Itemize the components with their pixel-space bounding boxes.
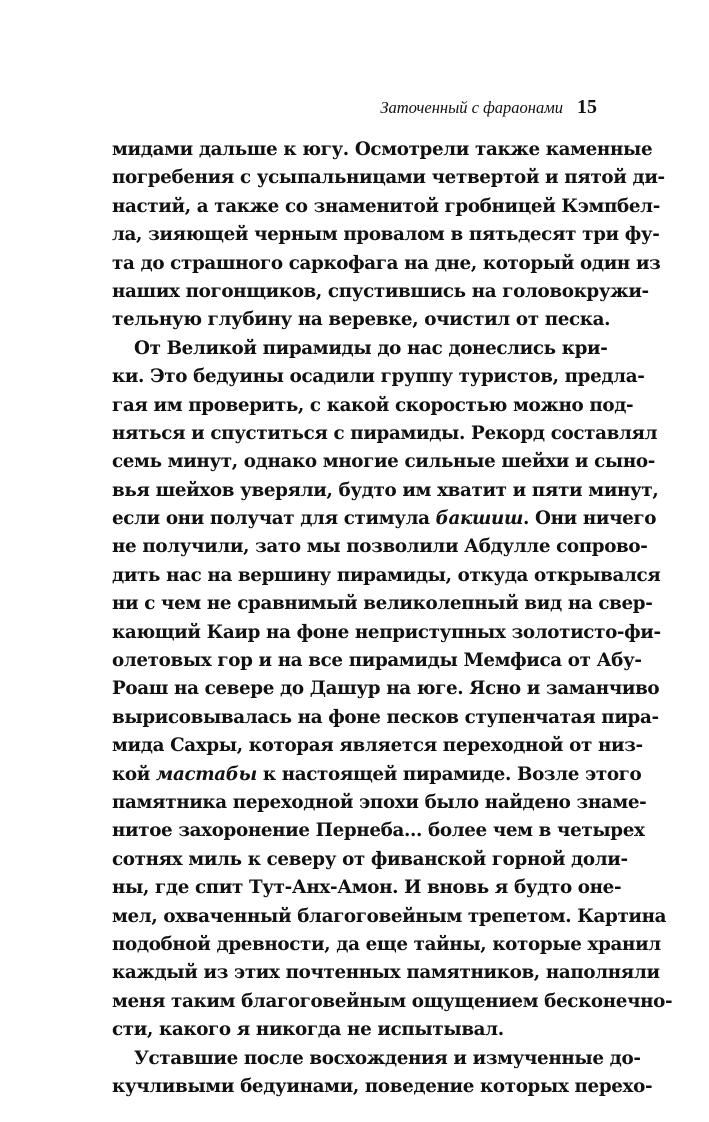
text-run: кучливыми бедуинами, поведение которых перехо- bbox=[112, 1075, 653, 1097]
paragraph bbox=[112, 1045, 653, 1102]
text-line bbox=[112, 306, 611, 334]
text-line bbox=[112, 1016, 599, 1044]
text-line bbox=[112, 647, 642, 675]
text-line bbox=[112, 959, 660, 987]
text-line bbox=[112, 562, 661, 590]
text-line bbox=[112, 1045, 641, 1073]
text-run: сотнях миль к северу от фиванской горной доли- bbox=[112, 848, 628, 870]
text-run: к настоящей пирамиде. Возле этого bbox=[256, 763, 642, 785]
text-line bbox=[112, 448, 656, 476]
text-line bbox=[112, 988, 673, 1016]
text-line bbox=[112, 278, 649, 306]
text-line bbox=[112, 874, 622, 902]
text-line bbox=[112, 590, 653, 618]
text-line bbox=[112, 505, 657, 533]
text-run: вья шейхов уверяли, будто им хватит и пяти минут, bbox=[112, 479, 659, 501]
text-line bbox=[112, 335, 608, 363]
text-run: настий, а также со знаменитой гробницей Кэмпбел- bbox=[112, 195, 660, 217]
text-line bbox=[112, 533, 648, 561]
text-line bbox=[112, 931, 661, 959]
text-run: вырисовывалась на фоне песков ступенчатая пира- bbox=[112, 706, 659, 728]
text-run: памятника переходной эпохи было найдено знаме- bbox=[112, 791, 647, 813]
text-line bbox=[112, 363, 645, 391]
text-run: наших погонщиков, спустившись на головокружи- bbox=[112, 280, 649, 302]
text-run: если они получат для стимула bbox=[112, 508, 436, 530]
body-text bbox=[112, 136, 673, 1101]
text-line bbox=[112, 477, 659, 505]
text-line bbox=[112, 761, 642, 789]
text-run: Роаш на севере до Дашур на юге. Ясно и заманчиво bbox=[112, 678, 660, 700]
text-run: ла, зияющей черным провалом в пятьдесят три фу- bbox=[112, 224, 660, 246]
text-line bbox=[112, 903, 667, 931]
text-run: каждый из этих почтенных памятников, наполняли bbox=[112, 962, 660, 984]
paragraph bbox=[112, 136, 665, 335]
text-line bbox=[112, 420, 658, 448]
text-run: погребения с усыпальницами четвертой и пятой ди- bbox=[112, 167, 665, 189]
text-run: Уставшие после восхождения и измученные до- bbox=[134, 1047, 641, 1069]
text-run: нитое захоронение Пернеба... более чем в четырех bbox=[112, 820, 645, 842]
text-run: . Они ничего bbox=[522, 508, 657, 530]
text-run: няться и спуститься с пирамиды. Рекорд составлял bbox=[112, 422, 658, 444]
text-run: гая им проверить, с какой скоростью можно под- bbox=[112, 394, 634, 416]
paragraph bbox=[112, 335, 673, 1045]
text-run: олетовых гор и на все пирамиды Мемфиса от Абу- bbox=[112, 650, 642, 672]
text-run: подобной древности, да еще тайны, которые хранил bbox=[112, 933, 661, 955]
text-run: мел, охваченный благоговейным трепетом. Картина bbox=[112, 905, 667, 927]
text-line bbox=[112, 817, 645, 845]
text-run: От Великой пирамиды до нас донеслись кри- bbox=[134, 337, 608, 359]
text-run: не получили, зато мы позволили Абдулле сопрово- bbox=[112, 536, 648, 558]
running-head bbox=[380, 96, 597, 119]
text-line bbox=[112, 221, 660, 249]
text-run: семь минут, однако многие сильные шейхи и сыно- bbox=[112, 451, 656, 473]
text-run: кой bbox=[112, 763, 156, 785]
text-run: мида Сахры, которая является переходной от низ- bbox=[112, 735, 643, 757]
text-line bbox=[112, 193, 660, 221]
text-run: дить нас на вершину пирамиды, откуда открывался bbox=[112, 564, 661, 586]
text-line bbox=[112, 392, 634, 420]
text-run: та до страшного саркофага на дне, который один из bbox=[112, 252, 661, 274]
text-line bbox=[112, 136, 653, 164]
text-run: тельную глубину на веревке, очистил от песка. bbox=[112, 309, 611, 331]
text-run: мидами дальше к югу. Осмотрели также каменные bbox=[112, 139, 653, 160]
text-run: меня таким благоговейным ощущением бесконечно- bbox=[112, 990, 673, 1012]
text-run: кающий Каир на фоне неприступных золотисто-фи- bbox=[112, 621, 661, 643]
text-line bbox=[112, 250, 661, 278]
text-line bbox=[112, 675, 660, 703]
text-run: ки. Это бедуины осадили группу туристов, предла- bbox=[112, 366, 645, 388]
page-number: 15 bbox=[577, 96, 597, 118]
text-line bbox=[112, 789, 647, 817]
text-line bbox=[112, 164, 665, 192]
text-line bbox=[112, 846, 628, 874]
text-line bbox=[112, 732, 643, 760]
text-run: ны, где спит Тут-Анх-Амон. И вновь я будто оне- bbox=[112, 877, 622, 899]
text-run: сти, какого я никогда не испытывал. bbox=[112, 1019, 504, 1041]
text-line bbox=[112, 704, 659, 732]
italic-term: бакшиш bbox=[435, 508, 523, 530]
italic-term: мастабы bbox=[155, 763, 257, 785]
running-title: Заточенный с фараонами bbox=[380, 98, 563, 117]
text-line bbox=[112, 1073, 653, 1101]
text-line bbox=[112, 619, 661, 647]
text-run: ни с чем не сравнимый великолепный вид на свер- bbox=[112, 593, 653, 615]
